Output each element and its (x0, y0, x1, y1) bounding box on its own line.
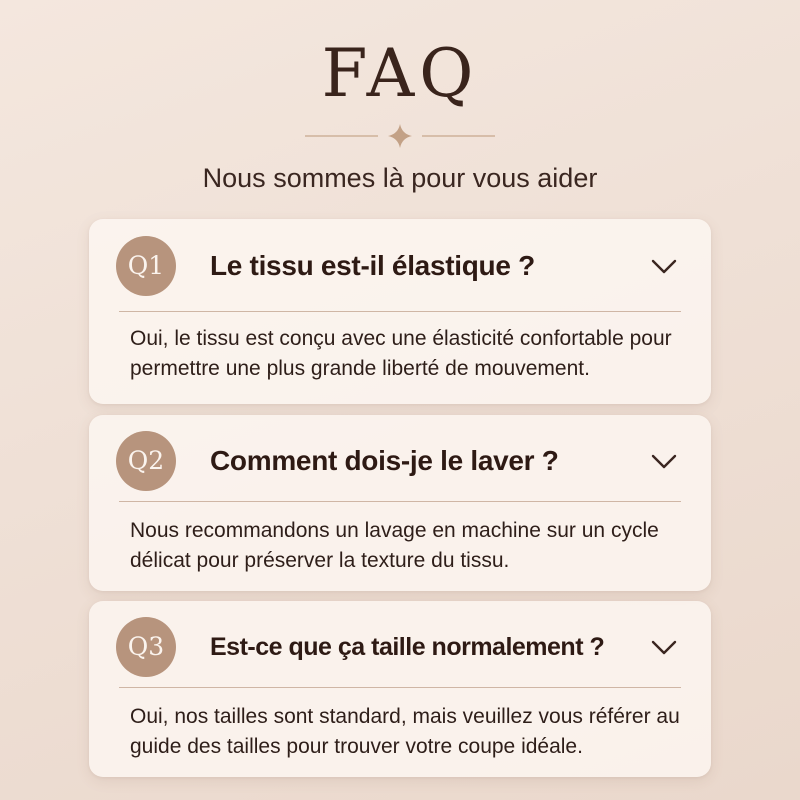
chevron-down-icon[interactable] (650, 637, 678, 657)
divider (119, 311, 681, 312)
chevron-down-icon[interactable] (650, 256, 678, 276)
divider (119, 501, 681, 502)
question-badge: Q3 (116, 617, 176, 677)
sparkle-icon (300, 122, 500, 150)
divider (119, 687, 681, 688)
faq-header (0, 0, 800, 210)
page-title: FAQ (321, 35, 479, 112)
faq-item-2[interactable] (89, 415, 711, 591)
question-text[interactable]: Comment dois-je le laver ? (210, 445, 559, 476)
answer-text: Nous recommandons un lavage en machine sur un cycle délicat pour préserver la texture du tissu. (130, 519, 659, 572)
question-text[interactable]: Est-ce que ça taille normalement ? (210, 633, 605, 661)
answer-text: Oui, nos tailles sont standard, mais veuillez vous référer au guide des tailles pour trouver votre coupe idéale. (130, 705, 680, 758)
faq-item-1[interactable] (89, 219, 711, 404)
answer-text: Oui, le tissu est conçu avec une élasticité confortable pour permettre une plus grande liberté de mouvement. (130, 327, 672, 380)
faq-item-3[interactable] (89, 601, 711, 777)
question-badge: Q1 (116, 236, 176, 296)
page-subtitle: Nous sommes là pour vous aider (202, 163, 598, 193)
question-badge: Q2 (116, 431, 176, 491)
chevron-down-icon[interactable] (650, 451, 678, 471)
question-text[interactable]: Le tissu est-il élastique ? (210, 250, 535, 281)
